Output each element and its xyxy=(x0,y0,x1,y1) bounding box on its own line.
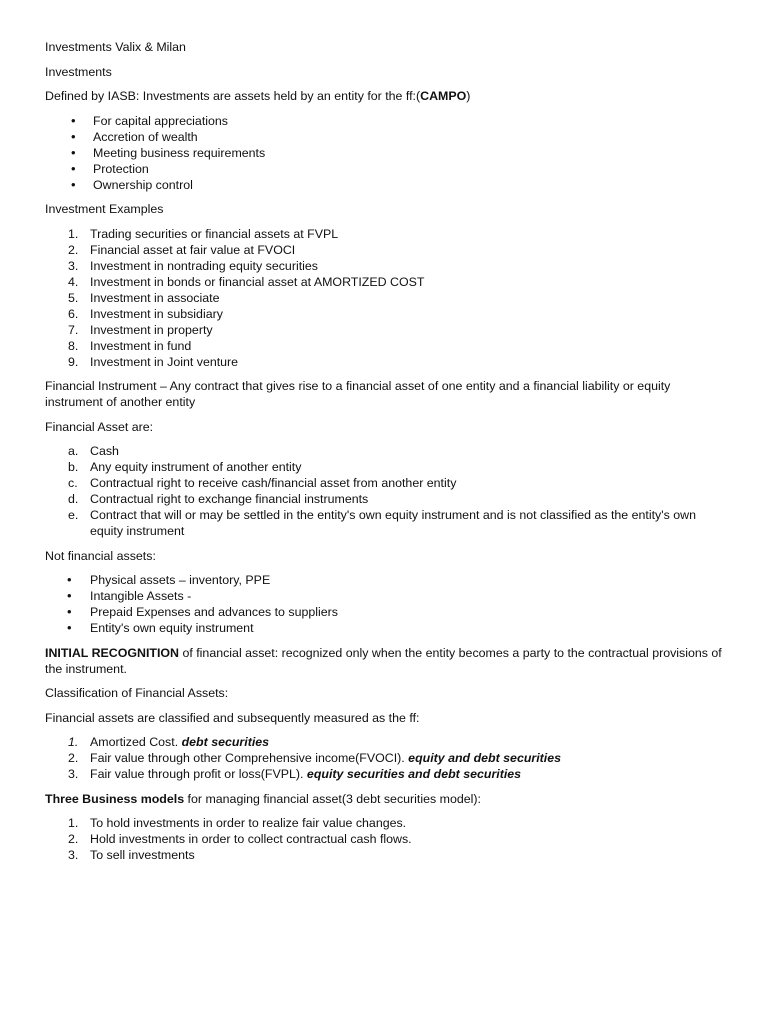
list-item: 5. Investment in associate xyxy=(68,290,220,305)
list-item: 8. Investment in fund xyxy=(68,338,192,353)
financial-asset-list xyxy=(45,443,728,539)
list-item: 2. Hold investments in order to collect contractual cash flows. xyxy=(68,832,412,846)
list-item: • Entity's own equity instrument xyxy=(45,620,728,636)
examples-list xyxy=(45,226,728,370)
classification-list xyxy=(45,734,728,782)
section-heading-investments: Investments xyxy=(45,64,112,79)
definition-close: ) xyxy=(466,89,471,103)
list-item: d. Contractual right to exchange financial instruments xyxy=(68,492,369,506)
list-item: 4. Investment in bonds or financial asset at AMORTIZED COST xyxy=(68,274,425,289)
initial-recognition-paragraph xyxy=(45,645,728,677)
list-item: 3. Investment in nontrading equity securities xyxy=(68,258,318,273)
business-models-text: for managing financial asset(3 debt securities model): xyxy=(184,791,481,806)
list-item: 1. Trading securities or financial assets at FVPL xyxy=(68,226,339,241)
list-item: 7. Investment in property xyxy=(68,322,213,337)
list-item: 1. Amortized Cost. debt securities xyxy=(68,735,270,749)
business-models-paragraph xyxy=(45,791,728,807)
list-item: 2. Financial asset at fair value at FVOCI xyxy=(68,242,296,257)
business-models-label: Three Business models xyxy=(45,791,185,806)
list-item: a. Cash xyxy=(68,444,119,458)
list-item: • Physical assets – inventory, PPE xyxy=(45,572,728,588)
list-item: 2. Fair value through other Comprehensive income(FVOCI). equity and debt securities xyxy=(68,751,562,765)
campo-list xyxy=(45,113,728,193)
initial-recognition-text: of financial asset: recognized only when the entity becomes a party to the contractual provisions of the instrument. xyxy=(45,645,722,676)
list-item: 3. Fair value through profit or loss(FVPL). equity securities and debt securities xyxy=(68,767,522,781)
section-heading-not-financial: Not financial assets: xyxy=(45,548,156,563)
section-heading-classification: Classification of Financial Assets: xyxy=(45,686,229,700)
definition-text: Defined by IASB: Investments are assets held by an entity for the ff:( xyxy=(45,89,421,103)
list-item: • Protection xyxy=(45,161,728,177)
section-heading-examples: Investment Examples xyxy=(45,202,164,216)
list-item: 1. To hold investments in order to realize fair value changes. xyxy=(68,816,407,830)
initial-recognition-label: INITIAL RECOGNITION xyxy=(45,645,180,660)
list-item: 9. Investment in Joint venture xyxy=(68,354,239,369)
list-item: • Meeting business requirements xyxy=(45,145,728,161)
campo-acronym: CAMPO xyxy=(420,89,467,103)
list-item: e. Contract that will or may be settled in the entity's own equity instrument and is not classified as the entity's own equity instrument xyxy=(68,508,696,538)
list-item: 6. Investment in subsidiary xyxy=(68,306,223,321)
list-item: • Intangible Assets - xyxy=(45,588,728,604)
document-title: Investments Valix & Milan xyxy=(45,40,186,54)
list-item: c. Contractual right to receive cash/financial asset from another entity xyxy=(68,476,457,490)
not-financial-list xyxy=(45,572,728,636)
list-item: • Ownership control xyxy=(45,177,728,193)
definition-paragraph xyxy=(45,88,728,104)
list-item: • Accretion of wealth xyxy=(45,129,728,145)
financial-instrument-paragraph: Financial Instrument – Any contract that gives rise to a financial asset of one entity and a financial liability or equity instrument of another entity xyxy=(45,379,671,409)
list-item: • For capital appreciations xyxy=(45,113,728,129)
list-item: 3. To sell investments xyxy=(68,848,195,862)
list-item: b. Any equity instrument of another entity xyxy=(68,460,302,474)
classification-intro: Financial assets are classified and subsequently measured as the ff: xyxy=(45,710,420,725)
business-models-list xyxy=(45,815,728,863)
list-item: • Prepaid Expenses and advances to suppliers xyxy=(45,604,728,620)
section-heading-financial-asset: Financial Asset are: xyxy=(45,419,154,434)
